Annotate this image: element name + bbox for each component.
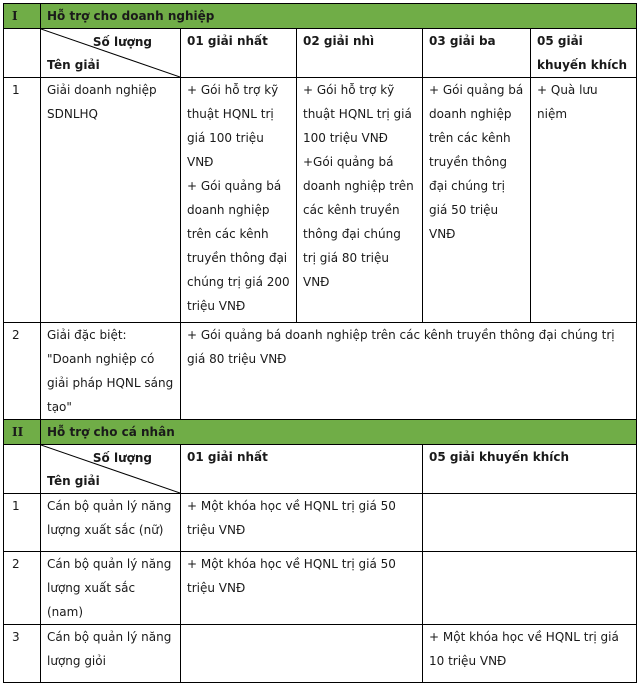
award-prize: + Một khóa học về HQNL trị giá 50 triệu VNĐ	[181, 552, 423, 625]
column-header: 05 giải khuyến khích	[423, 445, 637, 494]
section-header	[4, 420, 637, 445]
column-header: 01 giải nhất	[181, 29, 297, 78]
award-name: Cán bộ quản lý năng lượng giỏi	[41, 625, 181, 683]
table-row	[4, 494, 637, 552]
award-prize: + Gói quảng bá doanh nghiệp trên các kênh truyền thông đại chúng trị giá 50 triệu VNĐ	[423, 78, 531, 323]
award-name: Cán bộ quản lý năng lượng xuất sắc (nam)	[41, 552, 181, 625]
diagonal-header-cell	[41, 445, 181, 494]
section-number: I	[4, 4, 41, 29]
award-prize	[423, 552, 637, 625]
award-prize	[181, 625, 423, 683]
award-prize	[423, 494, 637, 552]
column-header: 05 giải khuyến khích	[531, 29, 637, 78]
section-title: Hỗ trợ cho cá nhân	[41, 420, 637, 445]
row-number: 3	[4, 625, 41, 683]
column-header: 03 giải ba	[423, 29, 531, 78]
table-row	[4, 323, 637, 420]
award-prize: + Gói hỗ trợ kỹ thuật HQNL trị giá 100 triệu VNĐ + Gói quảng bá doanh nghiệp trên các kênh truyền thông đại chúng trị giá 200 triệu VNĐ	[181, 78, 297, 323]
award-prize: + Gói quảng bá doanh nghiệp trên các kênh truyền thông đại chúng trị giá 80 triệu VNĐ	[181, 323, 637, 420]
table-row	[4, 552, 637, 625]
table-row	[4, 78, 637, 323]
award-prize: + Một khóa học về HQNL trị giá 50 triệu VNĐ	[181, 494, 423, 552]
quantity-label: Số lượng	[92, 451, 152, 465]
awards-table	[3, 3, 637, 683]
table-row	[4, 625, 637, 683]
section-title: Hỗ trợ cho doanh nghiệp	[41, 4, 637, 29]
table-header-row	[4, 29, 637, 78]
award-name-label: Tên giải	[47, 58, 100, 72]
row-number: 2	[4, 323, 41, 420]
diagonal-header-cell	[41, 29, 181, 78]
quantity-label: Số lượng	[92, 35, 152, 49]
table-header-row	[4, 445, 637, 494]
row-number: 1	[4, 494, 41, 552]
award-name: Giải doanh nghiệp SDNLHQ	[41, 78, 181, 323]
row-number: 2	[4, 552, 41, 625]
award-name-label: Tên giải	[47, 474, 100, 488]
section-header	[4, 4, 637, 29]
column-header: 01 giải nhất	[181, 445, 423, 494]
section-number: II	[4, 420, 41, 445]
column-header: 02 giải nhì	[297, 29, 423, 78]
award-prize: + Một khóa học về HQNL trị giá 10 triệu VNĐ	[423, 625, 637, 683]
award-prize: + Gói hỗ trợ kỹ thuật HQNL trị giá 100 triệu VNĐ +Gói quảng bá doanh nghiệp trên các kênh truyền thông đại chúng trị giá 80 triệu VNĐ	[297, 78, 423, 323]
award-name: Giải đặc biệt: "Doanh nghiệp có giải pháp HQNL sáng tạo"	[41, 323, 181, 420]
row-number: 1	[4, 78, 41, 323]
award-name: Cán bộ quản lý năng lượng xuất sắc (nữ)	[41, 494, 181, 552]
award-prize: + Quà lưu niệm	[531, 78, 637, 323]
